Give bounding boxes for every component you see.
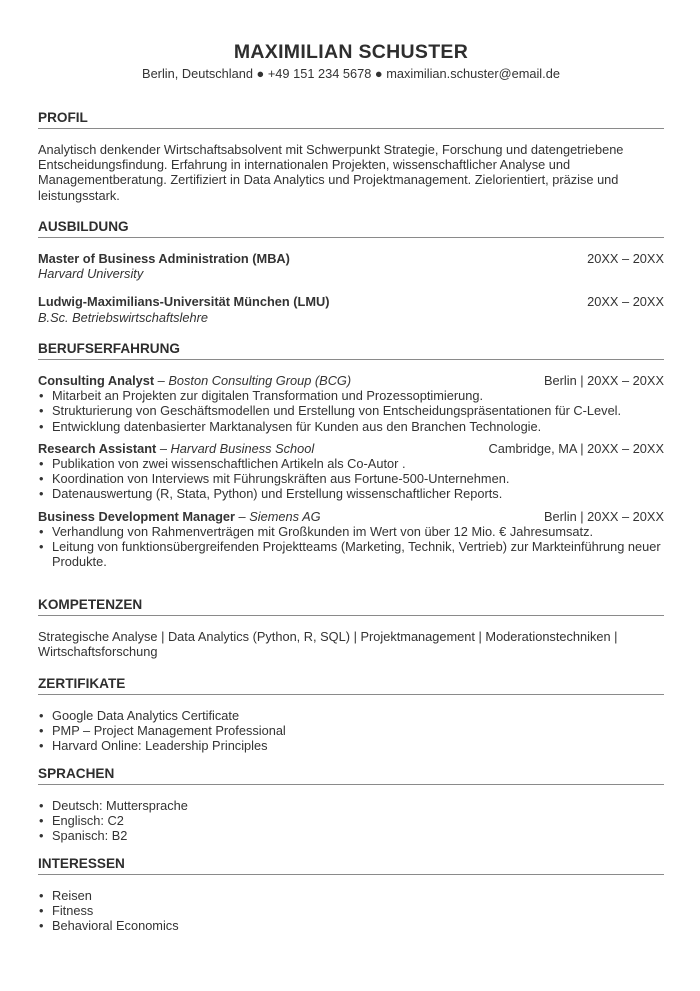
job-entry bbox=[38, 373, 664, 434]
contact-line: Berlin, Deutschland ● +49 151 234 5678 ● maximilian.schuster@email.de bbox=[142, 66, 560, 81]
section-interessen bbox=[38, 855, 664, 934]
job-entry bbox=[38, 441, 664, 502]
section-zertifikate bbox=[38, 675, 664, 754]
section-title: AUSBILDUNG bbox=[38, 218, 664, 238]
bullet-item: • Datenauswertung (R, Stata, Python) und Erstellung wissenschaftlicher Reports. bbox=[38, 486, 664, 501]
company: Harvard Business School bbox=[170, 440, 315, 456]
language-list bbox=[38, 798, 664, 844]
skills-text: Strategische Analyse | Data Analytics (Python, R, SQL) | Projektmanagement | Moderationstechniken | Wirtschaftsforschung bbox=[38, 629, 618, 660]
education-entry bbox=[38, 251, 664, 281]
separator: – bbox=[235, 508, 250, 524]
bullet-item: • Strukturierung von Geschäftsmodellen und Erstellung von Entscheidungspräsentationen für C-Level. bbox=[38, 403, 664, 418]
section-title: INTERESSEN bbox=[38, 855, 664, 875]
bullet-item: • Publikation von zwei wissenschaftlichen Artikeln als Co-Autor . bbox=[38, 456, 664, 471]
language-item: • Deutsch: Muttersprache bbox=[38, 798, 664, 813]
interest-item: • Fitness bbox=[38, 903, 664, 918]
candidate-name: MAXIMILIAN SCHUSTER bbox=[233, 41, 469, 63]
certificate-item: • Google Data Analytics Certificate bbox=[38, 708, 664, 723]
section-title: KOMPETENZEN bbox=[38, 596, 664, 616]
job-bullets bbox=[38, 456, 664, 502]
job-role: Consulting Analyst bbox=[38, 373, 155, 388]
bullet-item: • Leitung von funktionsübergreifenden Projektteams (Marketing, Technik, Vertrieb) zur Markteinführung neuer Produkte. bbox=[38, 539, 664, 569]
section-title: ZERTIFIKATE bbox=[38, 675, 664, 695]
dates: 20XX – 20XX bbox=[587, 251, 664, 266]
job-heading bbox=[38, 373, 351, 388]
degree: Ludwig-Maximilians-Universität München (LMU) bbox=[38, 294, 330, 310]
section-ausbildung bbox=[38, 218, 664, 325]
bullet-item: • Entwicklung datenbasierter Marktanalysen für Kunden aus den Branchen Technologie. bbox=[38, 419, 664, 434]
job-role: Business Development Manager bbox=[38, 508, 235, 524]
bullet-item: • Koordination von Interviews mit Führungskräften aus Fortune-500-Unternehmen. bbox=[38, 471, 664, 486]
bullet-item: • Verhandlung von Rahmenverträgen mit Großkunden im Wert von über 12 Mio. € Jahresumsatz. bbox=[38, 524, 664, 539]
section-title: SPRACHEN bbox=[38, 765, 664, 785]
institution: B.Sc. Betriebswirtschaftslehre bbox=[38, 309, 208, 325]
company: Boston Consulting Group (BCG) bbox=[168, 373, 352, 388]
job-location-dates: Berlin | 20XX – 20XX bbox=[544, 373, 664, 388]
education-entry bbox=[38, 294, 664, 324]
separator: – bbox=[156, 440, 171, 456]
dates: 20XX – 20XX bbox=[587, 294, 664, 310]
job-bullets bbox=[38, 524, 664, 570]
job-heading bbox=[38, 441, 314, 456]
interest-list bbox=[38, 888, 664, 934]
language-item: • Spanisch: B2 bbox=[38, 828, 664, 843]
job-role: Research Assistant bbox=[38, 440, 157, 456]
section-profil bbox=[38, 109, 664, 203]
job-entry bbox=[38, 509, 664, 570]
degree: Master of Business Administration (MBA) bbox=[38, 251, 290, 266]
section-sprachen bbox=[38, 765, 664, 844]
job-location-dates: Cambridge, MA | 20XX – 20XX bbox=[488, 440, 664, 456]
company: Siemens AG bbox=[249, 508, 321, 524]
interest-item: • Behavioral Economics bbox=[38, 918, 664, 933]
job-heading bbox=[38, 509, 321, 524]
section-berufserfahrung bbox=[38, 340, 664, 569]
certificate-list bbox=[38, 708, 664, 754]
separator: – bbox=[154, 373, 169, 388]
section-title: PROFIL bbox=[38, 109, 664, 129]
profile-summary: Analytisch denkender Wirtschaftsabsolvent mit Schwerpunkt Strategie, Forschung und datengetriebene Entscheidungsfindung. Erfahrung in internationalen Projekten, wissenschaftlicher Analyse und Managementberatung. Zertifiziert in Data Analytics und Projektmanagement. Zielorientiert, präzise und leistungsstark. bbox=[38, 142, 624, 203]
section-kompetenzen bbox=[38, 596, 664, 659]
job-location-dates: Berlin | 20XX – 20XX bbox=[544, 508, 664, 524]
interest-item: • Reisen bbox=[38, 888, 664, 903]
resume-page bbox=[38, 0, 664, 934]
job-bullets bbox=[38, 388, 664, 434]
language-item: • Englisch: C2 bbox=[38, 813, 664, 828]
certificate-item: • Harvard Online: Leadership Principles bbox=[38, 738, 664, 753]
bullet-item: • Mitarbeit an Projekten zur digitalen Transformation und Prozessoptimierung. bbox=[38, 388, 664, 403]
resume-header bbox=[38, 0, 664, 82]
certificate-item: • PMP – Project Management Professional bbox=[38, 723, 664, 738]
section-title: BERUFSERFAHRUNG bbox=[38, 340, 664, 360]
institution: Harvard University bbox=[38, 266, 144, 282]
